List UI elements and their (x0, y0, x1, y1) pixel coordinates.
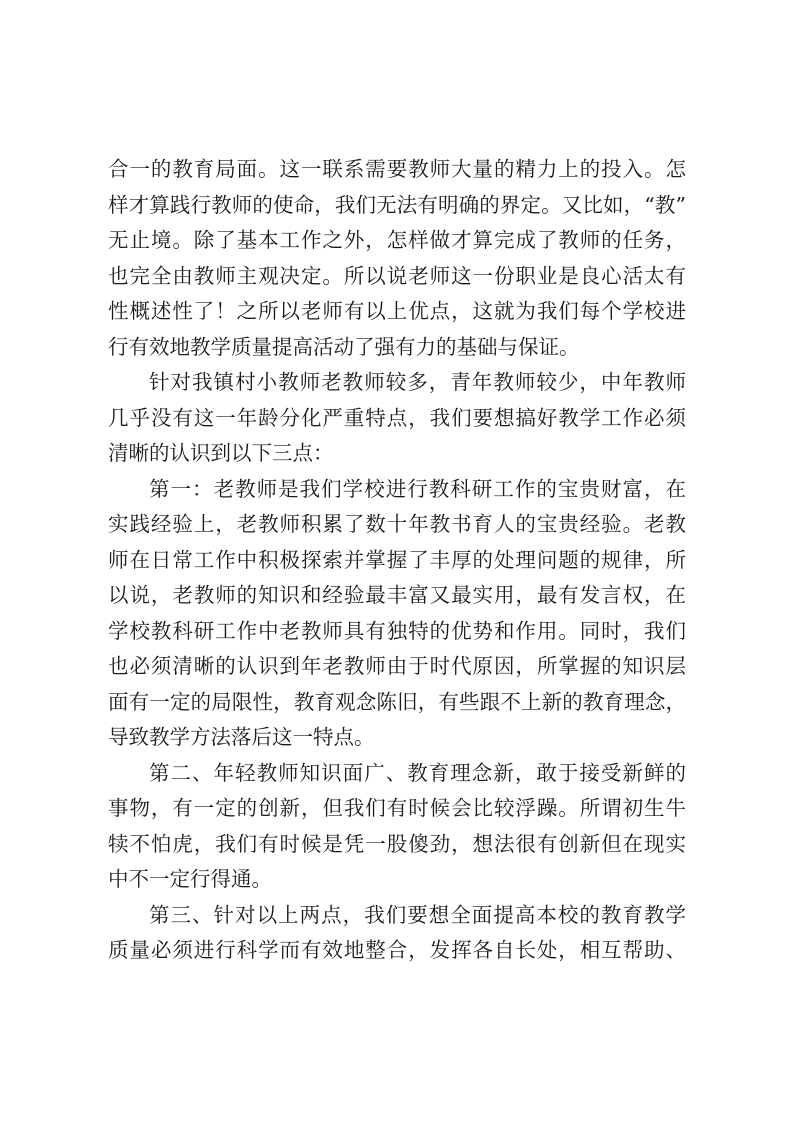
text-line: 行有效地教学质量提高活动了强有力的基础与保证。 (108, 334, 580, 359)
text-line: 以说，老教师的知识和经验最丰富又最实用，最有发言权，在 (108, 583, 686, 607)
paragraph-1 (108, 152, 686, 365)
text-line: 第三、针对以上两点，我们要想全面提高本校的教育教学 (149, 902, 686, 927)
document-body (108, 152, 686, 969)
text-line: 针对我镇村小教师老教师较多，青年教师较少，中年教师 (149, 370, 686, 394)
text-line: 事物，有一定的创新，但我们有时候会比较浮躁。所谓初生牛 (108, 796, 686, 820)
text-line: 性概述性了！之所以老师有以上优点，这就为我们每个学校进 (108, 299, 686, 323)
text-line: 质量必须进行科学而有效地整合，发挥各自长处，相互帮助、 (108, 938, 686, 962)
text-line: 中不一定行得通。 (108, 867, 272, 891)
text-line: 也必须清晰的认识到年老教师由于时代原因，所掌握的知识层 (108, 654, 686, 678)
text-line: 第一：老教师是我们学校进行教科研工作的宝贵财富，在 (149, 476, 686, 501)
text-line: 合一的教育局面。这一联系需要教师大量的精力上的投入。怎 (108, 157, 686, 181)
text-line: 犊不怕虎，我们有时候是凭一股傻劲，想法很有创新但在现实 (108, 831, 686, 856)
text-line: 师在日常工作中积极探索并掌握了丰厚的处理问题的规律，所 (108, 547, 686, 572)
paragraph-2 (108, 365, 686, 472)
text-line: 学校教科研工作中老教师具有独特的优势和作用。同时，我们 (108, 618, 686, 643)
paragraph-4 (108, 756, 686, 898)
text-line: 无止境。除了基本工作之外，怎样做才算完成了教师的任务， (108, 228, 686, 252)
text-line: 也完全由教师主观决定。所以说老师这一份职业是良心活太有 (108, 263, 686, 288)
text-line: 实践经验上，老教师积累了数十年教书育人的宝贵经验。老教 (108, 512, 686, 536)
paragraph-3 (108, 472, 686, 756)
text-line: 几乎没有这一年龄分化严重特点，我们要想搞好教学工作必须 (108, 405, 686, 430)
text-line: 导致教学方法落后这一特点。 (108, 725, 375, 749)
paragraph-5 (108, 898, 686, 969)
text-line: 清晰的认识到以下三点： (108, 441, 334, 465)
text-line: 第二、年轻教师知识面广、教育理念新，敢于接受新鲜的 (149, 760, 686, 785)
text-line: 样才算践行教师的使命，我们无法有明确的界定。又比如，“教” (108, 192, 686, 217)
text-line: 面有一定的局限性，教育观念陈旧，有些跟不上新的教育理念， (108, 689, 686, 714)
